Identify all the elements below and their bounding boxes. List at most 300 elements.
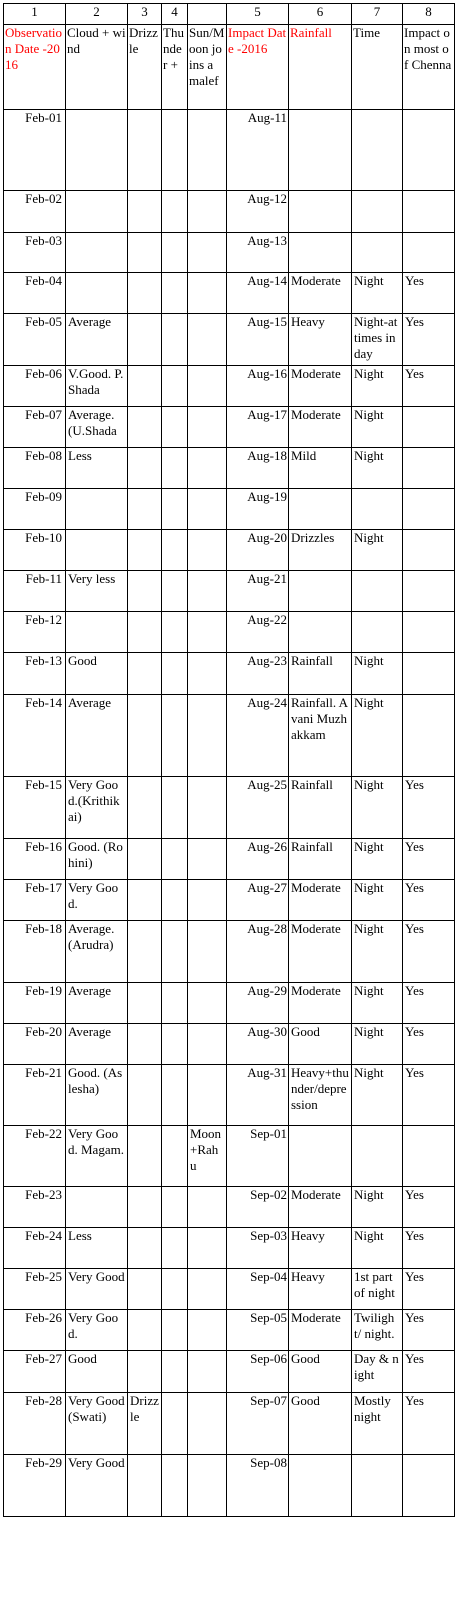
cloud-wind-cell bbox=[66, 191, 128, 233]
sun-moon-cell bbox=[188, 448, 227, 489]
time-cell: Night bbox=[352, 880, 403, 921]
table-row bbox=[4, 314, 455, 366]
rainfall-cell bbox=[289, 1455, 352, 1517]
impact-chennai-cell: Yes bbox=[403, 983, 455, 1024]
sun-moon-cell bbox=[188, 1455, 227, 1517]
time-cell: Night bbox=[352, 983, 403, 1024]
cloud-wind-cell: Average bbox=[66, 695, 128, 777]
time-cell: Night bbox=[352, 273, 403, 314]
rainfall-cell: Heavy+thunder/depression bbox=[289, 1065, 352, 1126]
time-cell: Twilight/ night. bbox=[352, 1310, 403, 1351]
drizzle-cell bbox=[128, 695, 162, 777]
cloud-wind-cell: Average bbox=[66, 983, 128, 1024]
rainfall-forecast-table bbox=[3, 3, 455, 1517]
rainfall-cell: Rainfall. Avani Muzhakkam bbox=[289, 695, 352, 777]
drizzle-cell bbox=[128, 880, 162, 921]
impact-chennai-cell: Yes bbox=[403, 839, 455, 880]
impact-date-cell: Aug-21 bbox=[227, 571, 289, 612]
cloud-wind-cell: V.Good. P.Shada bbox=[66, 366, 128, 407]
table-row bbox=[4, 1024, 455, 1065]
observation-date-cell: Feb-23 bbox=[4, 1187, 66, 1228]
time-cell: Night bbox=[352, 839, 403, 880]
table-row bbox=[4, 1310, 455, 1351]
observation-date-cell: Feb-13 bbox=[4, 653, 66, 695]
header-drizzle: Drizzle bbox=[128, 25, 162, 110]
rainfall-cell: Moderate bbox=[289, 407, 352, 448]
cloud-wind-cell: Average. (Arudra) bbox=[66, 921, 128, 983]
impact-date-cell: Aug-20 bbox=[227, 530, 289, 571]
observation-date-cell: Feb-17 bbox=[4, 880, 66, 921]
rainfall-cell: Moderate bbox=[289, 273, 352, 314]
cloud-wind-cell: Less bbox=[66, 448, 128, 489]
impact-chennai-cell: Yes bbox=[403, 1024, 455, 1065]
impact-date-cell: Sep-08 bbox=[227, 1455, 289, 1517]
thunder-cell bbox=[162, 530, 188, 571]
header-cloud-wind: Cloud + wind bbox=[66, 25, 128, 110]
rainfall-cell: Moderate bbox=[289, 880, 352, 921]
drizzle-cell bbox=[128, 448, 162, 489]
time-cell: Day & night bbox=[352, 1351, 403, 1393]
sun-moon-cell bbox=[188, 1065, 227, 1126]
drizzle-cell bbox=[128, 571, 162, 612]
drizzle-cell bbox=[128, 653, 162, 695]
drizzle-cell bbox=[128, 530, 162, 571]
rainfall-cell: Moderate bbox=[289, 983, 352, 1024]
rainfall-cell: Rainfall bbox=[289, 777, 352, 839]
observation-date-cell: Feb-24 bbox=[4, 1228, 66, 1269]
column-number-row bbox=[4, 4, 455, 25]
time-cell: Night bbox=[352, 1228, 403, 1269]
thunder-cell bbox=[162, 314, 188, 366]
observation-date-cell: Feb-07 bbox=[4, 407, 66, 448]
table-row bbox=[4, 1187, 455, 1228]
drizzle-cell bbox=[128, 489, 162, 530]
table-row bbox=[4, 273, 455, 314]
observation-date-cell: Feb-09 bbox=[4, 489, 66, 530]
observation-date-cell: Feb-05 bbox=[4, 314, 66, 366]
thunder-cell bbox=[162, 839, 188, 880]
thunder-cell bbox=[162, 407, 188, 448]
cloud-wind-cell: Very Good. bbox=[66, 880, 128, 921]
column-number: 8 bbox=[403, 4, 455, 25]
sun-moon-cell bbox=[188, 839, 227, 880]
impact-date-cell: Sep-06 bbox=[227, 1351, 289, 1393]
sun-moon-cell bbox=[188, 695, 227, 777]
sun-moon-cell bbox=[188, 777, 227, 839]
thunder-cell bbox=[162, 1187, 188, 1228]
cloud-wind-cell: Good. (Rohini) bbox=[66, 839, 128, 880]
rainfall-cell: Good bbox=[289, 1351, 352, 1393]
sun-moon-cell bbox=[188, 1228, 227, 1269]
observation-date-cell: Feb-15 bbox=[4, 777, 66, 839]
time-cell bbox=[352, 612, 403, 653]
observation-date-cell: Feb-22 bbox=[4, 1126, 66, 1187]
rainfall-cell: Moderate bbox=[289, 366, 352, 407]
column-number: 2 bbox=[66, 4, 128, 25]
drizzle-cell: Drizzle bbox=[128, 1393, 162, 1455]
impact-date-cell: Aug-29 bbox=[227, 983, 289, 1024]
sun-moon-cell bbox=[188, 612, 227, 653]
thunder-cell bbox=[162, 1269, 188, 1310]
thunder-cell bbox=[162, 273, 188, 314]
sun-moon-cell bbox=[188, 407, 227, 448]
time-cell: Night bbox=[352, 695, 403, 777]
impact-date-cell: Aug-11 bbox=[227, 110, 289, 191]
thunder-cell bbox=[162, 653, 188, 695]
impact-date-cell: Aug-18 bbox=[227, 448, 289, 489]
impact-date-cell: Sep-05 bbox=[227, 1310, 289, 1351]
thunder-cell bbox=[162, 983, 188, 1024]
sun-moon-cell bbox=[188, 530, 227, 571]
drizzle-cell bbox=[128, 1187, 162, 1228]
thunder-cell bbox=[162, 1065, 188, 1126]
time-cell: Night bbox=[352, 1024, 403, 1065]
sun-moon-cell bbox=[188, 273, 227, 314]
drizzle-cell bbox=[128, 921, 162, 983]
column-number: 7 bbox=[352, 4, 403, 25]
impact-chennai-cell bbox=[403, 191, 455, 233]
table-row bbox=[4, 695, 455, 777]
table-row bbox=[4, 110, 455, 191]
time-cell: Night bbox=[352, 1065, 403, 1126]
time-cell: Night-at times in day bbox=[352, 314, 403, 366]
header-impact-date: Impact Date -2016 bbox=[227, 25, 289, 110]
sun-moon-cell bbox=[188, 1269, 227, 1310]
sun-moon-cell bbox=[188, 880, 227, 921]
cloud-wind-cell: Very Good.(Krithikai) bbox=[66, 777, 128, 839]
impact-chennai-cell: Yes bbox=[403, 273, 455, 314]
time-cell: Night bbox=[352, 366, 403, 407]
table-row bbox=[4, 921, 455, 983]
impact-chennai-cell bbox=[403, 612, 455, 653]
impact-date-cell: Aug-27 bbox=[227, 880, 289, 921]
observation-date-cell: Feb-10 bbox=[4, 530, 66, 571]
rainfall-cell: Moderate bbox=[289, 921, 352, 983]
drizzle-cell bbox=[128, 1228, 162, 1269]
sun-moon-cell bbox=[188, 191, 227, 233]
table-row bbox=[4, 839, 455, 880]
impact-chennai-cell bbox=[403, 1126, 455, 1187]
table-row bbox=[4, 1455, 455, 1517]
cloud-wind-cell: Good bbox=[66, 653, 128, 695]
sun-moon-cell bbox=[188, 1187, 227, 1228]
cloud-wind-cell: Very Good bbox=[66, 1455, 128, 1517]
impact-date-cell: Aug-26 bbox=[227, 839, 289, 880]
impact-date-cell: Sep-07 bbox=[227, 1393, 289, 1455]
table-row bbox=[4, 366, 455, 407]
sun-moon-cell bbox=[188, 1393, 227, 1455]
impact-chennai-cell bbox=[403, 1455, 455, 1517]
table-row bbox=[4, 1126, 455, 1187]
drizzle-cell bbox=[128, 273, 162, 314]
sun-moon-cell bbox=[188, 233, 227, 273]
column-number-blank bbox=[188, 4, 227, 25]
thunder-cell bbox=[162, 1024, 188, 1065]
thunder-cell bbox=[162, 921, 188, 983]
sun-moon-cell bbox=[188, 366, 227, 407]
observation-date-cell: Feb-01 bbox=[4, 110, 66, 191]
impact-chennai-cell bbox=[403, 695, 455, 777]
sun-moon-cell bbox=[188, 571, 227, 612]
impact-chennai-cell: Yes bbox=[403, 1228, 455, 1269]
drizzle-cell bbox=[128, 1065, 162, 1126]
observation-date-cell: Feb-06 bbox=[4, 366, 66, 407]
rainfall-cell bbox=[289, 233, 352, 273]
time-cell bbox=[352, 571, 403, 612]
table-row bbox=[4, 1269, 455, 1310]
observation-date-cell: Feb-27 bbox=[4, 1351, 66, 1393]
time-cell: Night bbox=[352, 407, 403, 448]
impact-chennai-cell: Yes bbox=[403, 777, 455, 839]
drizzle-cell bbox=[128, 191, 162, 233]
thunder-cell bbox=[162, 110, 188, 191]
observation-date-cell: Feb-02 bbox=[4, 191, 66, 233]
rainfall-cell: Heavy bbox=[289, 314, 352, 366]
thunder-cell bbox=[162, 1455, 188, 1517]
time-cell bbox=[352, 191, 403, 233]
impact-chennai-cell bbox=[403, 489, 455, 530]
time-cell: Night bbox=[352, 921, 403, 983]
thunder-cell bbox=[162, 489, 188, 530]
thunder-cell bbox=[162, 1126, 188, 1187]
thunder-cell bbox=[162, 1310, 188, 1351]
observation-date-cell: Feb-12 bbox=[4, 612, 66, 653]
sun-moon-cell bbox=[188, 489, 227, 530]
cloud-wind-cell bbox=[66, 1187, 128, 1228]
drizzle-cell bbox=[128, 1351, 162, 1393]
thunder-cell bbox=[162, 571, 188, 612]
drizzle-cell bbox=[128, 233, 162, 273]
impact-date-cell: Sep-03 bbox=[227, 1228, 289, 1269]
table-row bbox=[4, 777, 455, 839]
observation-date-cell: Feb-19 bbox=[4, 983, 66, 1024]
thunder-cell bbox=[162, 777, 188, 839]
impact-date-cell: Aug-28 bbox=[227, 921, 289, 983]
observation-date-cell: Feb-21 bbox=[4, 1065, 66, 1126]
impact-date-cell: Sep-02 bbox=[227, 1187, 289, 1228]
drizzle-cell bbox=[128, 777, 162, 839]
impact-chennai-cell: Yes bbox=[403, 314, 455, 366]
header-thunder: Thunder + bbox=[162, 25, 188, 110]
rainfall-cell: Good bbox=[289, 1024, 352, 1065]
table-row bbox=[4, 530, 455, 571]
drizzle-cell bbox=[128, 983, 162, 1024]
cloud-wind-cell: Very Good bbox=[66, 1269, 128, 1310]
impact-chennai-cell bbox=[403, 110, 455, 191]
cloud-wind-cell: Very Good. bbox=[66, 1310, 128, 1351]
table-row bbox=[4, 489, 455, 530]
sun-moon-cell bbox=[188, 1310, 227, 1351]
cloud-wind-cell: Good. (Aslesha) bbox=[66, 1065, 128, 1126]
time-cell bbox=[352, 1126, 403, 1187]
impact-chennai-cell: Yes bbox=[403, 1269, 455, 1310]
time-cell bbox=[352, 110, 403, 191]
rainfall-cell: Rainfall bbox=[289, 839, 352, 880]
impact-date-cell: Aug-31 bbox=[227, 1065, 289, 1126]
observation-date-cell: Feb-16 bbox=[4, 839, 66, 880]
cloud-wind-cell bbox=[66, 530, 128, 571]
header-rainfall: Rainfall bbox=[289, 25, 352, 110]
rainfall-cell: Rainfall bbox=[289, 653, 352, 695]
impact-date-cell: Aug-30 bbox=[227, 1024, 289, 1065]
thunder-cell bbox=[162, 366, 188, 407]
rainfall-cell bbox=[289, 191, 352, 233]
impact-date-cell: Aug-19 bbox=[227, 489, 289, 530]
table-row bbox=[4, 1228, 455, 1269]
table-row bbox=[4, 612, 455, 653]
time-cell: Night bbox=[352, 448, 403, 489]
header-row bbox=[4, 25, 455, 110]
column-number: 3 bbox=[128, 4, 162, 25]
observation-date-cell: Feb-26 bbox=[4, 1310, 66, 1351]
column-number: 6 bbox=[289, 4, 352, 25]
observation-date-cell: Feb-28 bbox=[4, 1393, 66, 1455]
time-cell: Night bbox=[352, 530, 403, 571]
impact-date-cell: Aug-15 bbox=[227, 314, 289, 366]
drizzle-cell bbox=[128, 1455, 162, 1517]
table-row bbox=[4, 983, 455, 1024]
table-row bbox=[4, 1065, 455, 1126]
sun-moon-cell bbox=[188, 1351, 227, 1393]
cloud-wind-cell bbox=[66, 233, 128, 273]
impact-chennai-cell: Yes bbox=[403, 1065, 455, 1126]
cloud-wind-cell: Average. (U.Shada bbox=[66, 407, 128, 448]
impact-date-cell: Aug-17 bbox=[227, 407, 289, 448]
impact-chennai-cell: Yes bbox=[403, 366, 455, 407]
cloud-wind-cell: Very Good. Magam. bbox=[66, 1126, 128, 1187]
rainfall-cell: Moderate bbox=[289, 1187, 352, 1228]
time-cell: Mostly night bbox=[352, 1393, 403, 1455]
column-number: 1 bbox=[4, 4, 66, 25]
header-impact-chennai: Impact on most of Chenna bbox=[403, 25, 455, 110]
thunder-cell bbox=[162, 191, 188, 233]
cloud-wind-cell bbox=[66, 273, 128, 314]
impact-chennai-cell: Yes bbox=[403, 880, 455, 921]
header-sun-moon: Sun/Moon joins a malef bbox=[188, 25, 227, 110]
sun-moon-cell bbox=[188, 1024, 227, 1065]
rainfall-cell: Heavy bbox=[289, 1269, 352, 1310]
impact-date-cell: Aug-16 bbox=[227, 366, 289, 407]
observation-date-cell: Feb-11 bbox=[4, 571, 66, 612]
cloud-wind-cell: Very Good (Swati) bbox=[66, 1393, 128, 1455]
observation-date-cell: Feb-29 bbox=[4, 1455, 66, 1517]
drizzle-cell bbox=[128, 612, 162, 653]
rainfall-cell: Good bbox=[289, 1393, 352, 1455]
table-row bbox=[4, 653, 455, 695]
impact-chennai-cell bbox=[403, 407, 455, 448]
time-cell: Night bbox=[352, 653, 403, 695]
observation-date-cell: Feb-08 bbox=[4, 448, 66, 489]
cloud-wind-cell: Very less bbox=[66, 571, 128, 612]
impact-chennai-cell bbox=[403, 653, 455, 695]
rainfall-cell bbox=[289, 1126, 352, 1187]
thunder-cell bbox=[162, 612, 188, 653]
observation-date-cell: Feb-25 bbox=[4, 1269, 66, 1310]
impact-date-cell: Aug-23 bbox=[227, 653, 289, 695]
impact-date-cell: Aug-25 bbox=[227, 777, 289, 839]
impact-date-cell: Aug-22 bbox=[227, 612, 289, 653]
table-row bbox=[4, 407, 455, 448]
cloud-wind-cell bbox=[66, 489, 128, 530]
drizzle-cell bbox=[128, 110, 162, 191]
observation-date-cell: Feb-03 bbox=[4, 233, 66, 273]
thunder-cell bbox=[162, 233, 188, 273]
sun-moon-cell: Moon+Rahu bbox=[188, 1126, 227, 1187]
drizzle-cell bbox=[128, 407, 162, 448]
drizzle-cell bbox=[128, 366, 162, 407]
thunder-cell bbox=[162, 695, 188, 777]
cloud-wind-cell: Average bbox=[66, 1024, 128, 1065]
thunder-cell bbox=[162, 1228, 188, 1269]
impact-date-cell: Aug-13 bbox=[227, 233, 289, 273]
impact-chennai-cell bbox=[403, 233, 455, 273]
impact-date-cell: Aug-14 bbox=[227, 273, 289, 314]
time-cell: Night bbox=[352, 777, 403, 839]
rainfall-cell bbox=[289, 110, 352, 191]
observation-date-cell: Feb-18 bbox=[4, 921, 66, 983]
impact-date-cell: Sep-04 bbox=[227, 1269, 289, 1310]
time-cell: 1st part of night bbox=[352, 1269, 403, 1310]
rainfall-cell: Mild bbox=[289, 448, 352, 489]
table-row bbox=[4, 1393, 455, 1455]
sun-moon-cell bbox=[188, 921, 227, 983]
rainfall-cell: Heavy bbox=[289, 1228, 352, 1269]
thunder-cell bbox=[162, 1351, 188, 1393]
thunder-cell bbox=[162, 1393, 188, 1455]
observation-date-cell: Feb-14 bbox=[4, 695, 66, 777]
impact-chennai-cell: Yes bbox=[403, 1310, 455, 1351]
rainfall-cell bbox=[289, 612, 352, 653]
drizzle-cell bbox=[128, 314, 162, 366]
rainfall-cell bbox=[289, 571, 352, 612]
cloud-wind-cell: Good bbox=[66, 1351, 128, 1393]
time-cell: Night bbox=[352, 1187, 403, 1228]
impact-chennai-cell bbox=[403, 448, 455, 489]
header-time: Time bbox=[352, 25, 403, 110]
impact-chennai-cell: Yes bbox=[403, 921, 455, 983]
impact-date-cell: Sep-01 bbox=[227, 1126, 289, 1187]
cloud-wind-cell bbox=[66, 110, 128, 191]
time-cell bbox=[352, 233, 403, 273]
impact-date-cell: Aug-24 bbox=[227, 695, 289, 777]
drizzle-cell bbox=[128, 1024, 162, 1065]
table-row bbox=[4, 880, 455, 921]
thunder-cell bbox=[162, 448, 188, 489]
rainfall-cell bbox=[289, 489, 352, 530]
impact-chennai-cell: Yes bbox=[403, 1393, 455, 1455]
header-observation-date: Observation Date -2016 bbox=[4, 25, 66, 110]
impact-date-cell: Aug-12 bbox=[227, 191, 289, 233]
sun-moon-cell bbox=[188, 983, 227, 1024]
cloud-wind-cell bbox=[66, 612, 128, 653]
drizzle-cell bbox=[128, 839, 162, 880]
table-row bbox=[4, 1351, 455, 1393]
observation-date-cell: Feb-20 bbox=[4, 1024, 66, 1065]
rainfall-cell: Moderate bbox=[289, 1310, 352, 1351]
drizzle-cell bbox=[128, 1310, 162, 1351]
rainfall-cell: Drizzles bbox=[289, 530, 352, 571]
impact-chennai-cell: Yes bbox=[403, 1187, 455, 1228]
impact-chennai-cell bbox=[403, 571, 455, 612]
impact-chennai-cell: Yes bbox=[403, 1351, 455, 1393]
table-row bbox=[4, 233, 455, 273]
table-row bbox=[4, 571, 455, 612]
time-cell bbox=[352, 1455, 403, 1517]
drizzle-cell bbox=[128, 1126, 162, 1187]
drizzle-cell bbox=[128, 1269, 162, 1310]
thunder-cell bbox=[162, 880, 188, 921]
sun-moon-cell bbox=[188, 110, 227, 191]
